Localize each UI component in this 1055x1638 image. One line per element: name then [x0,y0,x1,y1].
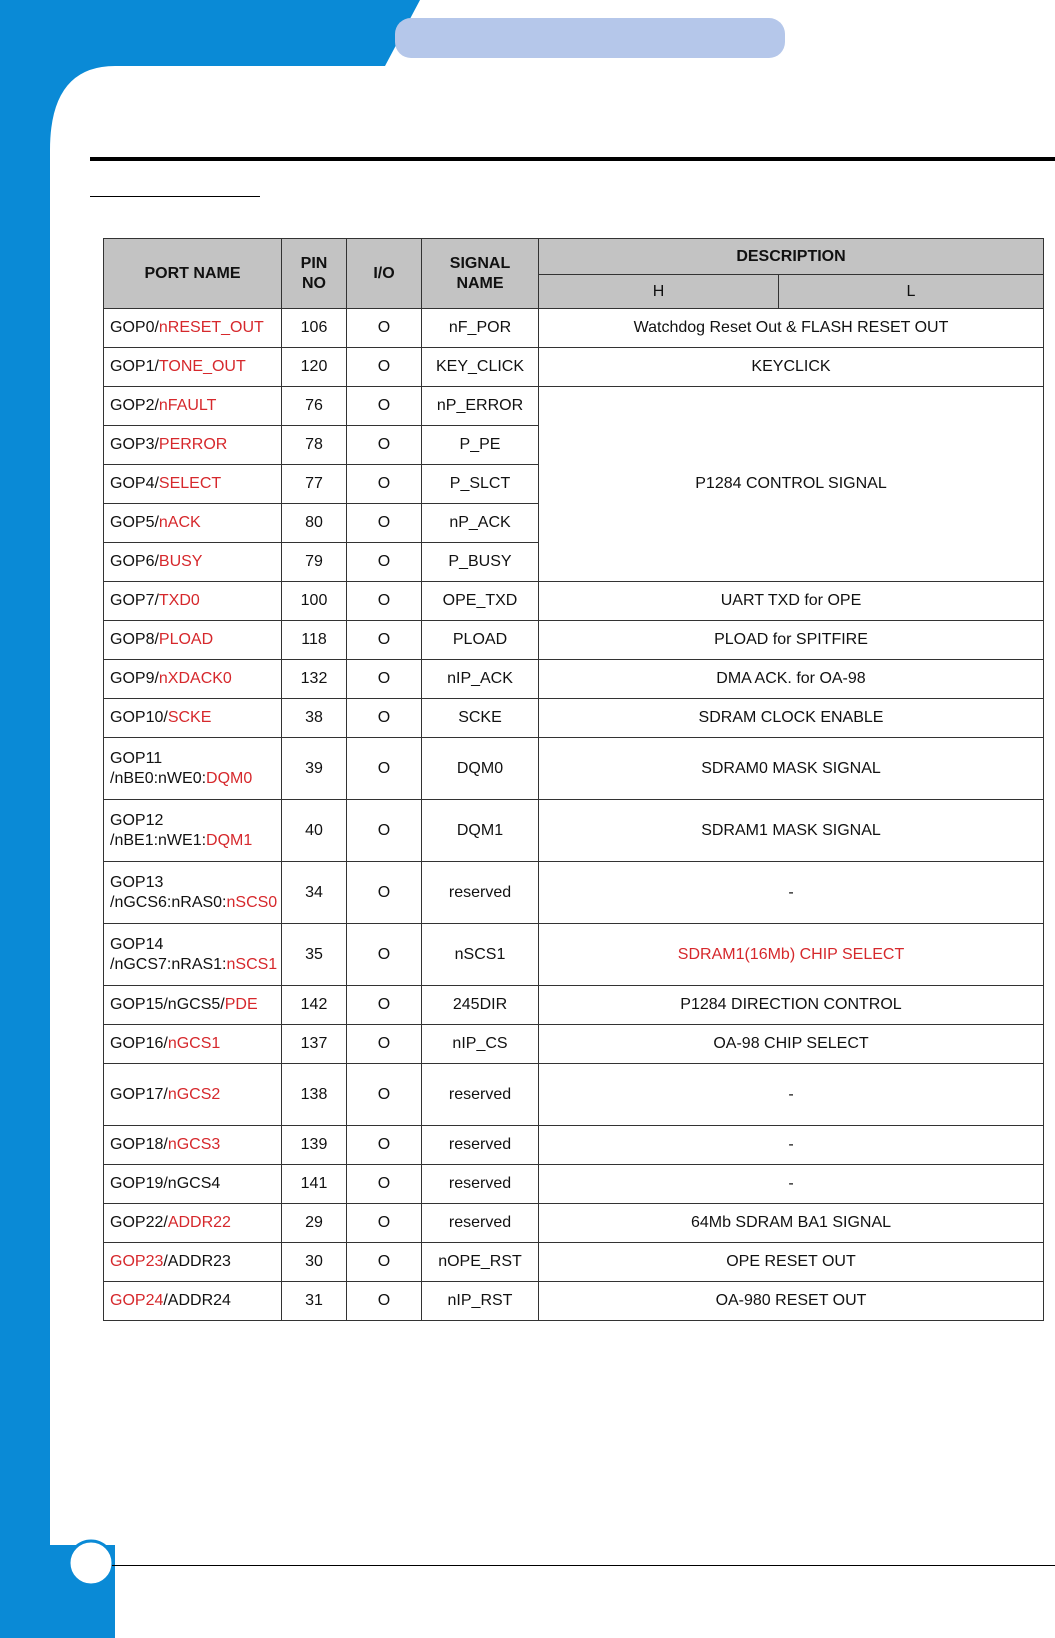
header-port-name: PORT NAME [104,239,282,309]
port-name-cell: GOP2/nFAULT [104,387,282,426]
signal-cell: KEY_CLICK [422,348,539,387]
signal-cell: SCKE [422,699,539,738]
signal-cell: nIP_ACK [422,660,539,699]
port-name-cell: GOP14 /nGCS7:nRAS1:nSCS1 [104,924,282,986]
signal-cell: P_BUSY [422,543,539,582]
io-cell: O [347,660,422,699]
header-pin-no: PIN NO [282,239,347,309]
pin-cell: 34 [282,862,347,924]
port-name-cell: GOP6/BUSY [104,543,282,582]
io-cell: O [347,800,422,862]
description-cell: 64Mb SDRAM BA1 SIGNAL [539,1204,1044,1243]
signal-cell: P_SLCT [422,465,539,504]
table-row [104,924,1044,986]
port-name-cell: GOP9/nXDACK0 [104,660,282,699]
table-row [104,387,1044,426]
header-desc-h: H [539,275,779,309]
io-cell: O [347,738,422,800]
io-cell: O [347,1025,422,1064]
port-name-cell: GOP16/nGCS1 [104,1025,282,1064]
table-row [104,1126,1044,1165]
io-cell: O [347,1064,422,1126]
table-row [104,699,1044,738]
table-row [104,582,1044,621]
pin-cell: 38 [282,699,347,738]
description-cell: - [539,1126,1044,1165]
pin-cell: 100 [282,582,347,621]
description-cell: P1284 CONTROL SIGNAL [539,387,1044,582]
io-cell: O [347,1204,422,1243]
signal-cell: nSCS1 [422,924,539,986]
signal-cell: nIP_CS [422,1025,539,1064]
port-name-cell: GOP0/nRESET_OUT [104,309,282,348]
pin-cell: 39 [282,738,347,800]
port-name-cell: GOP22/ADDR22 [104,1204,282,1243]
description-cell: PLOAD for SPITFIRE [539,621,1044,660]
io-cell: O [347,504,422,543]
signal-cell: PLOAD [422,621,539,660]
pin-cell: 137 [282,1025,347,1064]
port-name-cell: GOP17/nGCS2 [104,1064,282,1126]
description-cell: OA-980 RESET OUT [539,1282,1044,1321]
description-cell: DMA ACK. for OA-98 [539,660,1044,699]
pin-cell: 31 [282,1282,347,1321]
table-row [104,862,1044,924]
description-cell: - [539,1165,1044,1204]
port-name-cell: GOP13 /nGCS6:nRAS0:nSCS0 [104,862,282,924]
signal-cell: DQM0 [422,738,539,800]
signal-cell: nOPE_RST [422,1243,539,1282]
header-tab [395,18,785,58]
pin-cell: 78 [282,426,347,465]
header-signal-name: SIGNAL NAME [422,239,539,309]
pin-cell: 35 [282,924,347,986]
io-cell: O [347,1282,422,1321]
signal-cell: reserved [422,1126,539,1165]
pin-cell: 132 [282,660,347,699]
description-cell: - [539,1064,1044,1126]
description-cell: - [539,862,1044,924]
pin-cell: 106 [282,309,347,348]
io-cell: O [347,309,422,348]
pin-cell: 79 [282,543,347,582]
io-cell: O [347,582,422,621]
signal-cell: reserved [422,1204,539,1243]
io-cell: O [347,924,422,986]
io-cell: O [347,543,422,582]
port-name-cell: GOP3/PERROR [104,426,282,465]
io-cell: O [347,465,422,504]
port-name-cell: GOP11 /nBE0:nWE0:DQM0 [104,738,282,800]
pin-cell: 138 [282,1064,347,1126]
pin-cell: 40 [282,800,347,862]
pin-cell: 139 [282,1126,347,1165]
port-name-cell: GOP4/SELECT [104,465,282,504]
table-row [104,660,1044,699]
table-row [104,1243,1044,1282]
signal-cell: P_PE [422,426,539,465]
port-name-cell: GOP7/TXD0 [104,582,282,621]
description-cell: KEYCLICK [539,348,1044,387]
pin-cell: 76 [282,387,347,426]
port-name-cell: GOP15/nGCS5/PDE [104,986,282,1025]
table-row [104,621,1044,660]
signal-cell: reserved [422,862,539,924]
io-cell: O [347,699,422,738]
signal-cell: nF_POR [422,309,539,348]
io-cell: O [347,1126,422,1165]
io-cell: O [347,986,422,1025]
port-name-cell: GOP24/ADDR24 [104,1282,282,1321]
header-description: DESCRIPTION [539,239,1044,275]
table-row [104,1282,1044,1321]
pin-cell: 120 [282,348,347,387]
port-name-cell: GOP18/nGCS3 [104,1126,282,1165]
io-cell: O [347,1243,422,1282]
description-cell: OPE RESET OUT [539,1243,1044,1282]
table-row [104,738,1044,800]
signal-cell: OPE_TXD [422,582,539,621]
port-name-cell: GOP1/TONE_OUT [104,348,282,387]
page-number-circle [69,1541,113,1585]
signal-cell: reserved [422,1165,539,1204]
description-cell: UART TXD for OPE [539,582,1044,621]
io-cell: O [347,1165,422,1204]
title-rule [90,157,1055,161]
subtitle-rule [90,196,260,197]
table-row [104,309,1044,348]
pin-cell: 118 [282,621,347,660]
table-row [104,986,1044,1025]
table-row [104,348,1044,387]
signal-cell: 245DIR [422,986,539,1025]
port-name-cell: GOP23/ADDR23 [104,1243,282,1282]
description-cell: SDRAM0 MASK SIGNAL [539,738,1044,800]
port-name-cell: GOP12 /nBE1:nWE1:DQM1 [104,800,282,862]
table-row [104,800,1044,862]
table-row [104,1204,1044,1243]
header-desc-l: L [779,275,1044,309]
pin-cell: 77 [282,465,347,504]
port-name-cell: GOP5/nACK [104,504,282,543]
io-cell: O [347,862,422,924]
table-row [104,1025,1044,1064]
signal-cell: DQM1 [422,800,539,862]
pin-cell: 141 [282,1165,347,1204]
pin-cell: 30 [282,1243,347,1282]
signal-cell: nP_ERROR [422,387,539,426]
description-cell: P1284 DIRECTION CONTROL [539,986,1044,1025]
io-cell: O [347,348,422,387]
io-cell: O [347,387,422,426]
description-cell: Watchdog Reset Out & FLASH RESET OUT [539,309,1044,348]
pin-cell: 142 [282,986,347,1025]
signal-cell: reserved [422,1064,539,1126]
description-cell: OA-98 CHIP SELECT [539,1025,1044,1064]
port-name-cell: GOP8/PLOAD [104,621,282,660]
description-cell: SDRAM CLOCK ENABLE [539,699,1044,738]
signal-cell: nP_ACK [422,504,539,543]
pin-cell: 80 [282,504,347,543]
description-cell: SDRAM1 MASK SIGNAL [539,800,1044,862]
gop-port-table [103,238,1044,1321]
table-row [104,1165,1044,1204]
port-name-cell: GOP19/nGCS4 [104,1165,282,1204]
footer-rule [112,1565,1055,1566]
signal-cell: nIP_RST [422,1282,539,1321]
pin-cell: 29 [282,1204,347,1243]
description-cell: SDRAM1(16Mb) CHIP SELECT [539,924,1044,986]
io-cell: O [347,426,422,465]
header-io: I/O [347,239,422,309]
port-name-cell: GOP10/SCKE [104,699,282,738]
io-cell: O [347,621,422,660]
table-row [104,1064,1044,1126]
